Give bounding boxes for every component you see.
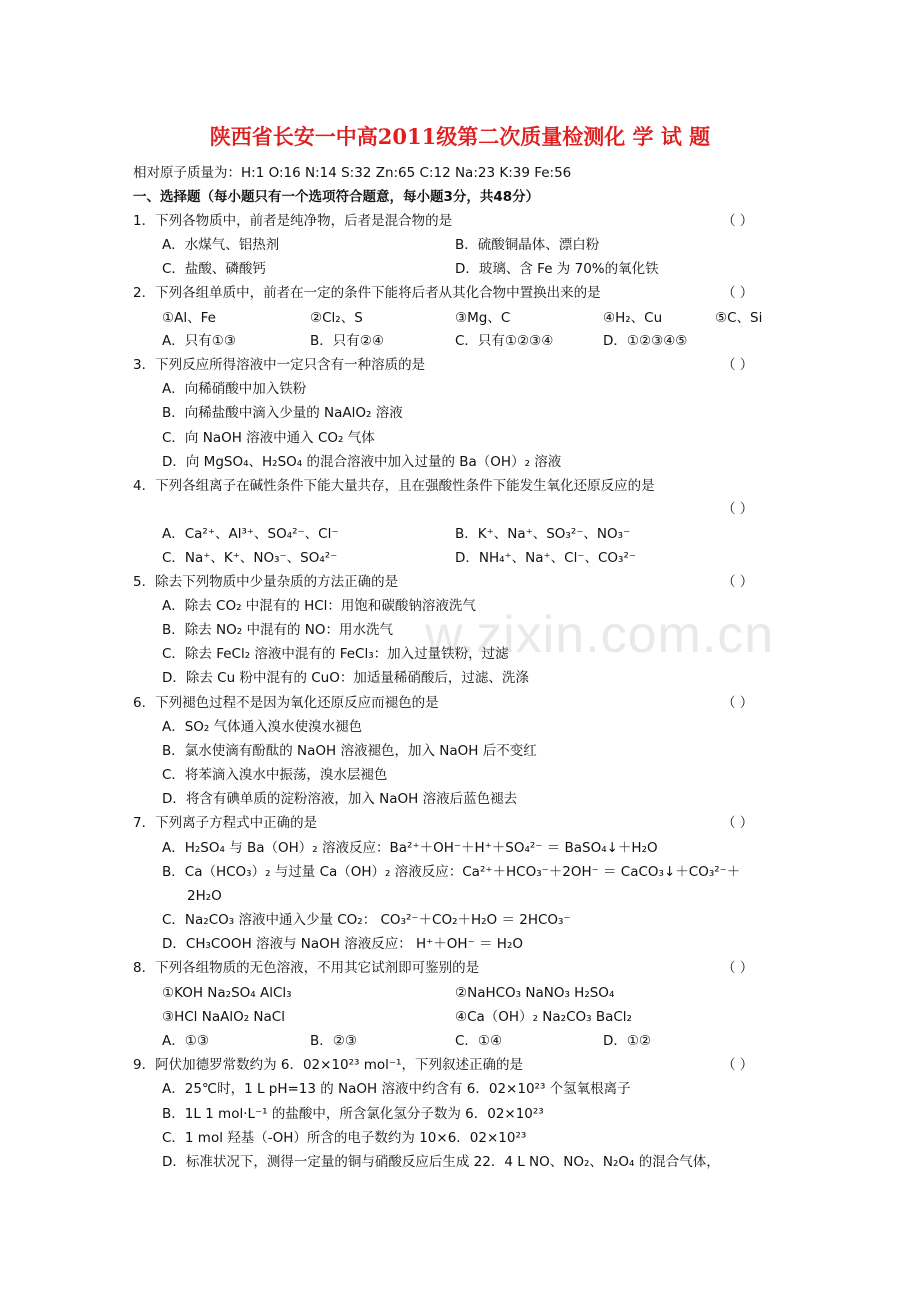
question-3-stem: 3．下列反应所得溶液中一定只含有一种溶质的是 <box>133 357 426 373</box>
question-7-option-a: A．H₂SO₄ 与 Ba（OH）₂ 溶液反应：Ba²⁺＋OH⁻＋H⁺＋SO₄²⁻ ＝ BaSO₄↓＋H₂O <box>162 840 658 856</box>
question-2-item-5: ⑤C、Si <box>715 310 763 326</box>
question-9-stem: 9．阿伏加德罗常数约为 6．02×10²³ mol⁻¹，下列叙述正确的是 <box>133 1057 523 1073</box>
question-2-option-a: A．只有①③ <box>162 333 236 349</box>
answer-paren: （ ） <box>722 1057 754 1073</box>
question-4-option-b: B．K⁺、Na⁺、SO₃²⁻、NO₃⁻ <box>455 526 631 542</box>
question-4-option-c: C．Na⁺、K⁺、NO₃⁻、SO₄²⁻ <box>162 550 338 566</box>
question-2-item-4: ④H₂、Cu <box>603 310 663 326</box>
question-8-option-b: B．②③ <box>310 1033 357 1049</box>
answer-paren: （ ） <box>722 695 754 711</box>
question-8-item-3: ③HCl NaAlO₂ NaCl <box>162 1009 285 1025</box>
question-2-item-1: ①Al、Fe <box>162 310 216 326</box>
section-heading: 一、选择题（每小题只有一个选项符合题意，每小题3分，共48分） <box>133 189 540 205</box>
question-2-stem: 2．下列各组单质中，前者在一定的条件下能将后者从其化合物中置换出来的是 <box>133 285 601 301</box>
question-8-item-2: ②NaHCO₃ NaNO₃ H₂SO₄ <box>455 985 615 1001</box>
question-2-option-d: D．①②③④⑤ <box>603 333 688 349</box>
answer-paren: （ ） <box>722 357 754 373</box>
question-1-option-a: A．水煤气、铝热剂 <box>162 237 280 253</box>
question-8-item-1: ①KOH Na₂SO₄ AlCl₃ <box>162 985 292 1001</box>
question-1-stem: 1．下列各物质中，前者是纯净物，后者是混合物的是 <box>133 213 453 229</box>
question-1-option-c: C．盐酸、磷酸钙 <box>162 261 266 277</box>
question-5-option-d: D．除去 Cu 粉中混有的 CuO：加适量稀硝酸后，过滤、洗涤 <box>162 670 529 686</box>
question-5-option-a: A．除去 CO₂ 中混有的 HCl：用饱和碳酸钠溶液洗气 <box>162 598 476 614</box>
answer-paren: （ ） <box>722 574 754 590</box>
exam-title: 陕西省长安一中高2011级第二次质量检测化 学 试 题 <box>209 124 711 149</box>
question-8-option-c: C．①④ <box>455 1033 503 1049</box>
question-6-option-a: A．SO₂ 气体通入溴水使溴水褪色 <box>162 719 363 735</box>
answer-paren: （ ） <box>722 285 754 301</box>
question-3-option-a: A．向稀硝酸中加入铁粉 <box>162 381 307 397</box>
question-1-option-d: D．玻璃、含 Fe 为 70%的氧化铁 <box>455 261 659 277</box>
watermark: w.zixin.com.cn <box>425 606 775 664</box>
question-4-stem: 4．下列各组离子在碱性条件下能大量共存，且在强酸性条件下能发生氧化还原反应的是 <box>133 478 655 494</box>
question-6-option-b: B．氯水使滴有酚酞的 NaOH 溶液褪色，加入 NaOH 后不变红 <box>162 743 537 759</box>
question-7-option-c: C．Na₂CO₃ 溶液中通入少量 CO₂： CO₃²⁻＋CO₂＋H₂O ＝ 2HCO₃⁻ <box>162 912 571 928</box>
question-9-option-c: C．1 mol 羟基（-OH）所含的电子数约为 10×6．02×10²³ <box>162 1130 527 1146</box>
question-9-option-a: A．25℃时，1 L pH=13 的 NaOH 溶液中约含有 6．02×10²³ 个氢氧根离子 <box>162 1081 631 1097</box>
question-9-option-d: D．标准状况下，测得一定量的铜与硝酸反应后生成 22．4 L NO、NO₂、N₂O₄ 的混合气体， <box>162 1154 720 1170</box>
question-7-stem: 7．下列离子方程式中正确的是 <box>133 815 318 831</box>
question-1-option-b: B．硫酸铜晶体、漂白粉 <box>455 237 600 253</box>
question-4-option-d: D．NH₄⁺、Na⁺、Cl⁻、CO₃²⁻ <box>455 550 636 566</box>
atomic-mass-line: 相对原子质量为：H:1 O:16 N:14 S:32 Zn:65 C:12 Na:23 K:39 Fe:56 <box>133 165 572 181</box>
question-7-option-b-continued: 2H₂O <box>187 888 222 904</box>
question-8-item-4: ④Ca（OH）₂ Na₂CO₃ BaCl₂ <box>455 1009 632 1025</box>
question-6-option-c: C．将苯滴入溴水中振荡，溴水层褪色 <box>162 767 388 783</box>
answer-paren: （ ） <box>722 501 754 517</box>
question-2-option-c: C．只有①②③④ <box>455 333 554 349</box>
question-7-option-b: B．Ca（HCO₃）₂ 与过量 Ca（OH）₂ 溶液反应：Ca²⁺＋HCO₃⁻＋2OH⁻ ＝ CaCO₃↓＋CO₃²⁻＋ <box>162 864 741 880</box>
question-2-item-2: ②Cl₂、S <box>310 310 363 326</box>
question-8-stem: 8．下列各组物质的无色溶液，不用其它试剂即可鉴别的是 <box>133 960 480 976</box>
question-6-option-d: D．将含有碘单质的淀粉溶液，加入 NaOH 溶液后蓝色褪去 <box>162 791 518 807</box>
question-7-option-d: D．CH₃COOH 溶液与 NaOH 溶液反应： H⁺＋OH⁻ ＝ H₂O <box>162 936 523 952</box>
answer-paren: （ ） <box>722 815 754 831</box>
question-9-option-b: B．1L 1 mol·L⁻¹ 的盐酸中，所含氯化氢分子数为 6．02×10²³ <box>162 1106 544 1122</box>
question-4-option-a: A．Ca²⁺、Al³⁺、SO₄²⁻、Cl⁻ <box>162 526 339 542</box>
question-5-option-c: C．除去 FeCl₂ 溶液中混有的 FeCl₃：加入过量铁粉，过滤 <box>162 646 509 662</box>
question-3-option-d: D．向 MgSO₄、H₂SO₄ 的混合溶液中加入过量的 Ba（OH）₂ 溶液 <box>162 454 562 470</box>
question-3-option-b: B．向稀盐酸中滴入少量的 NaAlO₂ 溶液 <box>162 405 403 421</box>
answer-paren: （ ） <box>722 213 754 229</box>
question-6-stem: 6．下列褪色过程不是因为氧化还原反应而褪色的是 <box>133 695 439 711</box>
question-2-option-b: B．只有②④ <box>310 333 384 349</box>
question-5-stem: 5．除去下列物质中少量杂质的方法正确的是 <box>133 574 399 590</box>
question-2-item-3: ③Mg、C <box>455 310 511 326</box>
answer-paren: （ ） <box>722 960 754 976</box>
question-5-option-b: B．除去 NO₂ 中混有的 NO：用水洗气 <box>162 622 393 638</box>
question-8-option-d: D．①② <box>603 1033 652 1049</box>
question-3-option-c: C．向 NaOH 溶液中通入 CO₂ 气体 <box>162 430 375 446</box>
question-8-option-a: A．①③ <box>162 1033 209 1049</box>
